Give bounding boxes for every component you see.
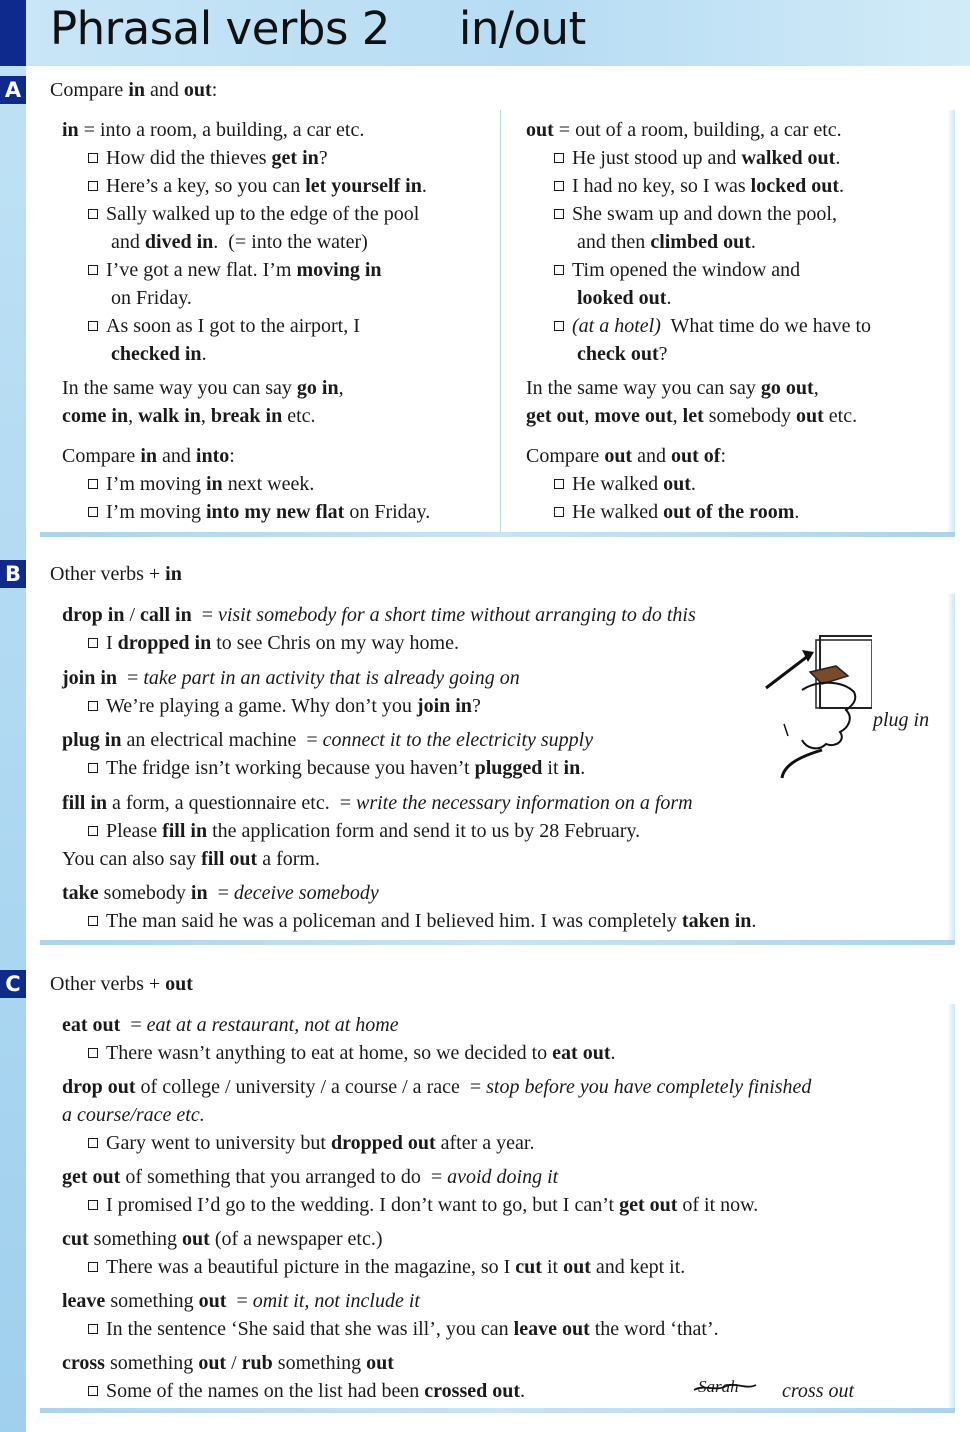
bullet-box [88,1262,98,1272]
out-example-4: Tim opened the window and [554,256,800,284]
in-into-compare: Compare in and into: [62,445,235,467]
eat-out-example: There wasn’t anything to eat at home, so we decided to eat out. [88,1039,616,1067]
get-out-example: I promised I’d go to the wedding. I don’t want to go, but I can’t get out of it now. [88,1191,758,1219]
in-example-5-cont: checked in. [111,343,207,365]
section-c-bottom-rule [40,1408,955,1413]
bullet-box [88,638,98,648]
cross-out-example: Some of the names on the list had been crossed out. [88,1377,525,1405]
in-example-2: Here’s a key, so you can let yourself in. [88,172,427,200]
bullet-box [88,1138,98,1148]
plug-in-example: The fridge isn’t working because you haven’t plugged it in. [88,754,585,782]
in-definition: in = into a room, a building, a car etc. [62,119,365,141]
in-example-5: As soon as I got to the airport, I [88,312,360,340]
bullet-box [88,181,98,191]
out-outof-example-2: He walked out of the room. [554,498,799,526]
in-example-1: How did the thieves get in? [88,144,328,172]
drop-in-example: I dropped in to see Chris on my way home. [88,629,459,657]
section-b-shade [947,594,955,942]
bullet-box [554,321,564,331]
in-same-way-1: In the same way you can say go in, [62,377,344,399]
bullet-box [88,265,98,275]
bullet-box [88,826,98,836]
out-same-way-1: In the same way you can say go out, [526,377,819,399]
leave-out-entry: leave something out = omit it, not include it [62,1290,420,1312]
section-c-heading: Other verbs + out [50,973,193,995]
drop-out-entry-cont: a course/race etc. [62,1104,205,1126]
bullet-box [88,1324,98,1334]
bullet-box [88,507,98,517]
section-b-letter: B [0,560,26,588]
drop-out-entry: drop out of college / university / a course / a race = stop before you have completely finished [62,1076,812,1098]
drop-out-example: Gary went to university but dropped out after a year. [88,1129,534,1157]
bullet-box [88,763,98,773]
fill-in-example: Please fill in the application form and send it to us by 28 February. [88,817,640,845]
plug-in-illustration [762,632,872,782]
bullet-box [554,479,564,489]
bullet-box [88,701,98,711]
in-into-example-2: I’m moving into my new flat on Friday. [88,498,430,526]
page-title: Phrasal verbs 2 in/out [50,2,586,55]
bullet-box [554,181,564,191]
out-example-2: I had no key, so I was locked out. [554,172,844,200]
bullet-box [88,1048,98,1058]
motion-arrow-shaft [766,656,808,688]
column-divider [500,110,501,534]
in-same-way-2: come in, walk in, break in etc. [62,405,316,427]
bullet-box [88,1200,98,1210]
out-definition: out = out of a room, building, a car etc. [526,119,842,141]
section-a-letter: A [0,76,26,104]
cross-out-scribble [690,1376,760,1400]
out-example-1: He just stood up and walked out. [554,144,840,172]
out-example-5: (at a hotel) What time do we have to [554,312,871,340]
bullet-box [88,209,98,219]
plug-in-entry: plug in an electrical machine = connect it to the electricity supply [62,729,594,751]
scribble-line [694,1385,756,1390]
out-example-3-cont: and then climbed out. [577,231,756,253]
out-same-way-2: get out, move out, let somebody out etc. [526,405,858,427]
title-accent-bar [0,0,26,66]
take-in-example: The man said he was a policeman and I believed him. I was completely taken in. [88,907,756,935]
out-example-3: She swam up and down the pool, [554,200,837,228]
section-b-bottom-rule [40,940,955,945]
section-a-shade [947,110,955,534]
section-a-bottom-rule [40,532,955,537]
in-example-4: I’ve got a new flat. I’m moving in [88,256,382,284]
cross-out-entry: cross something out / rub something out [62,1352,394,1374]
in-example-3: Sally walked up to the edge of the pool [88,200,419,228]
hand-thumb [784,724,788,736]
bullet-box [554,265,564,275]
crossed-out-name: Sarah [698,1377,739,1396]
leave-out-example: In the sentence ‘She said that she was ill’, you can leave out the word ‘that’. [88,1315,719,1343]
cut-out-example: There was a beautiful picture in the magazine, so I cut it out and kept it. [88,1253,685,1281]
eat-out-entry: eat out = eat at a restaurant, not at home [62,1014,399,1036]
bullet-box [554,209,564,219]
out-outof-example-1: He walked out. [554,470,696,498]
bullet-box [554,507,564,517]
out-outof-compare: Compare out and out of: [526,445,727,467]
in-example-3-cont: and dived in. (= into the water) [111,231,368,253]
bullet-box [88,321,98,331]
fill-out-note: You can also say fill out a form. [62,848,320,870]
drop-in-entry: drop in / call in = visit somebody for a short time without arranging to do this [62,604,696,626]
in-into-example-1: I’m moving in next week. [88,470,314,498]
plug-in-caption: plug in [873,709,930,731]
join-in-example: We’re playing a game. Why don’t you join in? [88,692,481,720]
out-example-4-cont: looked out. [577,287,672,309]
fill-in-entry: fill in a form, a questionnaire etc. = write the necessary information on a form [62,792,693,814]
take-in-entry: take somebody in = deceive somebody [62,882,379,904]
out-example-5-cont: check out? [577,343,668,365]
bullet-box [88,916,98,926]
section-b-heading: Other verbs + in [50,563,182,585]
join-in-entry: join in = take part in an activity that is already going on [62,667,520,689]
get-out-entry: get out of something that you arranged to do = avoid doing it [62,1166,559,1188]
in-example-4-cont: on Friday. [111,287,192,309]
cut-out-entry: cut something out (of a newspaper etc.) [62,1228,383,1250]
left-margin-strip [0,66,26,1432]
cross-out-caption: cross out [782,1380,855,1402]
plug-cable [782,750,822,778]
bullet-box [88,1386,98,1396]
section-c-shade [947,1004,955,1408]
section-a-heading: Compare in and out: [50,79,218,101]
bullet-box [88,479,98,489]
bullet-box [554,153,564,163]
bullet-box [88,153,98,163]
section-c-letter: C [0,970,26,998]
